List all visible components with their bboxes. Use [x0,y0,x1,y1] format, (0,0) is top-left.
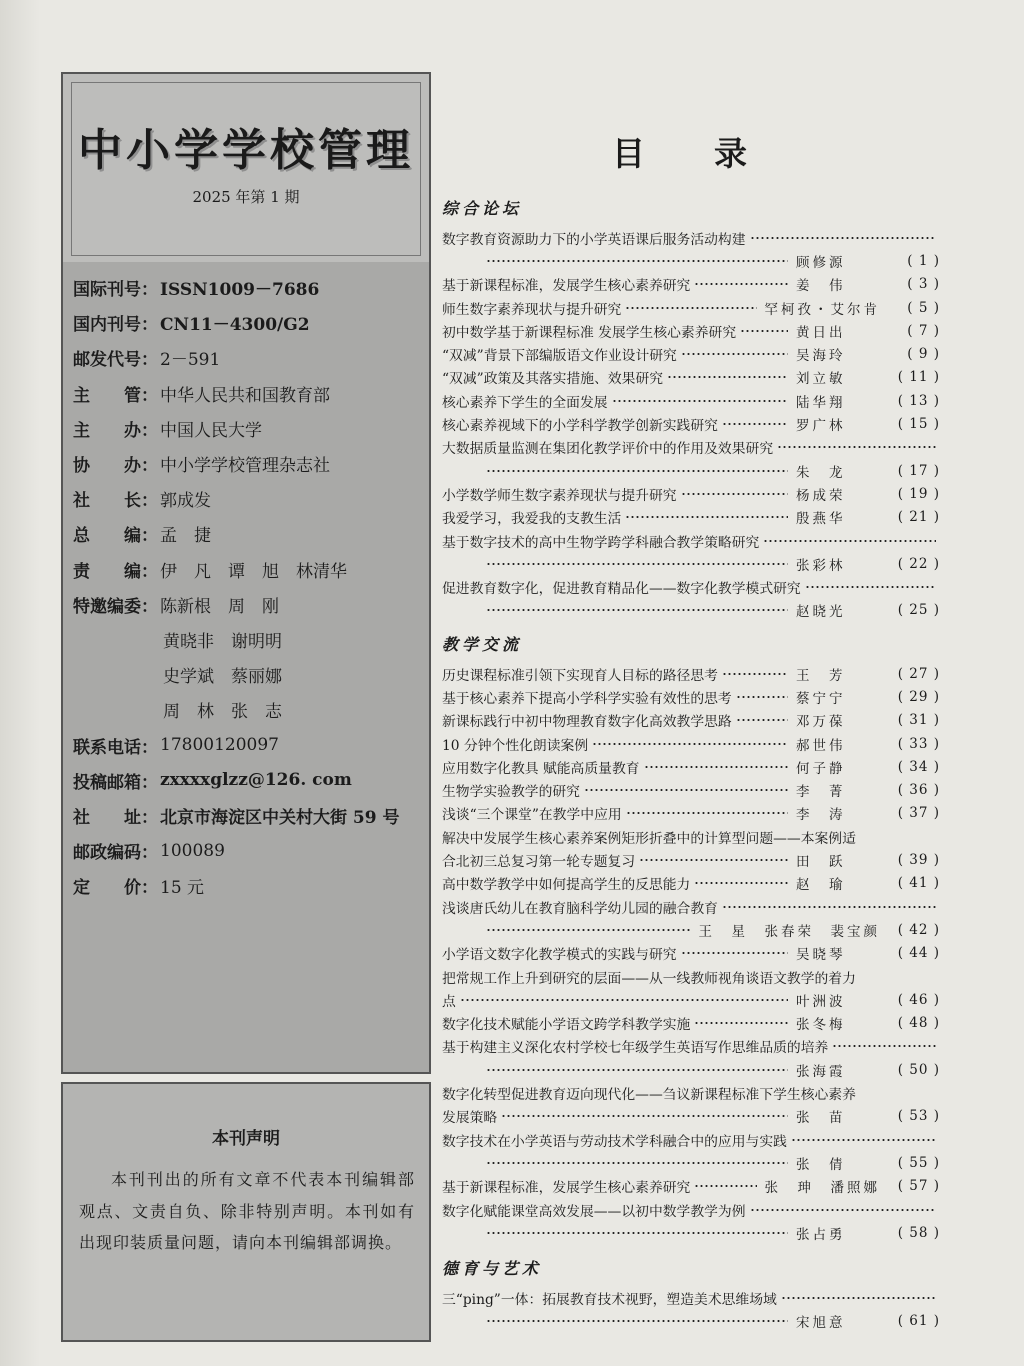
toc-entry-title-cont: 点 [442,993,456,1010]
toc-entry-author: 赵 瑜 [796,877,846,894]
toc-entry-line [442,732,940,755]
toc-entry-page: ( 13 ) [880,393,940,409]
toc-entry-line [442,802,940,825]
toc-entry-author: 顾修源 [796,254,846,271]
toc-entry-author: 王 芳 [796,667,846,684]
toc-entry-line [442,662,940,685]
toc-entry-author: 蔡宁宁 [796,690,846,707]
leader-dots [722,423,788,425]
info-label: 定 价： [73,878,158,899]
toc-entry-page: ( 41 ) [880,875,940,891]
publication-info-panel [61,262,431,1074]
notice-title: 本刊声明 [212,1129,280,1149]
toc-entry-author: 吴晓琴 [796,947,846,964]
toc-entry-line [442,249,940,272]
info-row [73,552,423,587]
leader-dots [486,260,788,262]
toc-entry[interactable] [442,895,940,942]
toc-entry-title-cont: 发展策略 [442,1110,498,1127]
info-value: 17800120097 [160,735,279,756]
toc-entry[interactable] [442,1081,940,1128]
info-value: 中国人民大学 [160,420,262,441]
toc-entry[interactable] [442,319,940,342]
toc-entry-author: 姜 伟 [796,278,846,295]
toc-entry-page: ( 61 ) [880,1313,940,1329]
toc-entry[interactable] [442,296,940,319]
toc-entry-line [442,506,940,529]
toc-entry-author: 杨成荣 [796,487,846,504]
info-row [73,868,423,903]
toc-entry-title-cont: 合北初三总复习第一轮专题复习 [442,854,636,871]
toc-entry-title: 初中数学基于新课程标准 发展学生核心素养研究 [442,324,737,341]
toc-entry-title: “双减”政策及其落实措施、效果研究 [442,371,664,388]
leader-dots [486,609,788,611]
toc-entry[interactable] [442,1198,940,1245]
info-value: 北京市海淀区中关村大街 59 号 [160,807,400,828]
toc-entry-page: ( 1 ) [880,253,940,269]
toc-entry-author: 吴海玲 [796,348,846,365]
leader-dots [777,446,936,448]
leader-dots [626,812,788,814]
leader-dots [625,307,756,309]
leader-dots [694,882,788,884]
toc-entry-title: 基于数字技术的高中生物学跨学科融合教学策略研究 [442,534,760,551]
info-row [73,727,423,762]
toc-entry-title: 应用数字化教具 赋能高质量教育 [442,760,640,777]
toc-entry-title: “双减”背景下部编版语文作业设计研究 [442,348,677,365]
toc-entry-page: ( 7 ) [880,323,940,339]
toc-entry-page: ( 53 ) [880,1108,940,1124]
toc-entry-title: 数字化转型促进教育迈向现代化——刍议新课程标准下学生核心素养 [442,1087,856,1104]
info-label: 邮发代号： [73,350,158,371]
info-row [73,305,423,340]
toc-entry-page: ( 55 ) [880,1155,940,1171]
leader-dots [625,516,788,518]
info-row [73,411,423,446]
info-label: 主 管： [73,385,158,406]
toc-entry-line [442,825,940,848]
info-label: 总 编： [73,526,158,547]
toc-entry-line [442,895,940,918]
info-value: 郭成发 [160,491,211,512]
toc-entry[interactable] [442,825,940,872]
toc-entry-page: ( 31 ) [880,712,940,728]
leader-dots [694,283,788,285]
toc-entry-line [442,529,940,552]
leader-dots [694,1022,788,1024]
toc-entry[interactable] [442,529,940,576]
leader-dots [681,952,788,954]
toc-entry-author: 朱 龙 [796,464,846,481]
toc-entry[interactable] [442,575,940,622]
leader-dots [832,1045,936,1047]
toc-entry-title: 浅谈“三个课堂”在教学中应用 [442,807,622,824]
info-value: 2－591 [160,350,221,371]
toc-entry-title: 师生数字素养现状与提升研究 [442,301,622,318]
toc-entry-author: 何子静 [796,760,846,777]
info-row [73,270,423,305]
toc-entry-line [442,1105,940,1128]
toc-entry-page: ( 15 ) [880,416,940,432]
toc-entry-title: 数字化赋能课堂高效发展——以初中数学教学为例 [442,1203,746,1220]
toc-entry-page: ( 21 ) [880,509,940,525]
leader-dots [486,1162,788,1164]
toc-entry[interactable] [442,709,940,732]
toc-entry[interactable] [442,389,940,412]
toc-entry[interactable] [442,366,940,389]
toc-entry-author: 张占勇 [796,1226,846,1243]
toc-entry[interactable] [442,1128,940,1175]
toc-entry-author: 张冬梅 [796,1017,846,1034]
toc-entry-page: ( 33 ) [880,736,940,752]
leader-dots [681,493,788,495]
toc-entry[interactable] [442,755,940,778]
toc-entry-line [442,685,940,708]
toc-entry[interactable] [442,482,940,505]
toc-entry-line [442,1310,940,1333]
notice-body: 本刊刊出的所有文章不代表本刊编辑部观点、文责自负、除非特别声明。本刊如有出现印装质量问题，请向本刊编辑部调换。 [79,1170,415,1252]
toc-entry-title: 解决中发展学生核心素养案例矩形折叠中的计算型问题——本案例适 [442,830,856,847]
leader-dots [763,540,936,542]
leader-dots [791,1139,936,1141]
toc-entry[interactable] [442,342,940,365]
info-label: 责 编： [73,561,158,582]
leader-dots [740,330,788,332]
toc-entry-line [442,848,940,871]
toc-entry[interactable] [442,506,940,529]
leader-dots [722,673,788,675]
toc-entry-title: 我爱学习，我爱我的支教生活 [442,511,622,528]
toc-entry-author: 张彩林 [796,557,846,574]
toc-entry-author: 张 苗 [796,1110,846,1127]
toc-entry[interactable] [442,965,940,1012]
toc-entry-line [442,389,940,412]
info-value: 伊 凡 谭 旭 林清华 [160,561,347,582]
toc-entry-line [442,575,940,598]
info-label: 国内刊号： [73,315,158,336]
toc-entry-author: 田 跃 [796,854,846,871]
toc-entry-page: ( 37 ) [880,805,940,821]
leader-dots [805,586,936,588]
leader-dots [644,766,788,768]
leader-dots [486,1232,788,1234]
toc-entry-author: 罕柯孜・艾尔肯 [764,301,880,318]
toc-entry-title: 基于核心素养下提高小学科学实验有效性的思考 [442,690,732,707]
toc-entry-page: ( 48 ) [880,1015,940,1031]
toc-entry-author: 李 菁 [796,784,846,801]
info-label: 国际刊号： [73,280,158,301]
journal-title: 中小学学校管理 [78,125,414,176]
toc-entry-title: 大数据质量监测在集团化教学评价中的作用及效果研究 [442,441,774,458]
leader-dots [486,1320,788,1322]
leader-dots [584,789,788,791]
toc-entry-line [442,366,940,389]
info-row [73,516,423,551]
info-value: 中华人民共和国教育部 [160,385,330,406]
toc-entry-title: 高中数学教学中如何提高学生的反思能力 [442,877,691,894]
toc-entry-line [442,988,940,1011]
toc-entry-line [442,482,940,505]
issue-label: 2025 年第 1 期 [192,188,300,206]
toc-entry-author: 张 倩 [796,1156,846,1173]
leader-dots [667,376,788,378]
leader-dots [486,929,691,931]
toc-entry-line [442,965,940,988]
page-edge [0,0,40,1366]
toc-entry[interactable] [442,1012,940,1035]
toc-entry-page: ( 34 ) [880,759,940,775]
leader-dots [722,906,936,908]
info-row [73,587,423,622]
toc-entry-line [442,1175,940,1198]
toc-entry-page: ( 19 ) [880,486,940,502]
toc-entry-line [442,755,940,778]
info-value: ISSN1009－7686 [160,280,320,301]
toc-entry-line [442,599,940,622]
table-of-contents [442,192,940,1333]
info-label: 社 长： [73,491,158,512]
toc-entry-title: 把常规工作上升到研究的层面——从一线教师视角谈语文教学的着力 [442,970,856,987]
info-value: 15 元 [160,878,205,899]
info-value: zxxxxglzz@126. com [160,770,352,791]
leader-dots [781,1297,936,1299]
info-value: 陈新根 周 刚 [160,596,279,617]
info-row [73,798,423,833]
toc-entry-line [442,779,940,802]
info-row [73,763,423,798]
toc-entry-author: 张海霞 [796,1063,846,1080]
toc-entry-page: ( 39 ) [880,852,940,868]
toc-entry-page: ( 17 ) [880,463,940,479]
leader-dots [736,719,788,721]
toc-entry-page: ( 44 ) [880,945,940,961]
toc-entry-title: 核心素养视域下的小学科学教学创新实践研究 [442,418,718,435]
leader-dots [460,999,788,1001]
toc-entry-line [442,1035,940,1058]
toc-entry-author: 罗广林 [796,418,846,435]
toc-entry-page: ( 46 ) [880,992,940,1008]
toc-entry-line [442,1221,940,1244]
toc-entry-page: ( 5 ) [880,300,940,316]
info-label: 社 址： [73,807,158,828]
info-label: 协 办： [73,456,158,477]
toc-entry-line [442,226,940,249]
toc-entry-title: 基于新课程标准，发展学生核心素养研究 [442,278,691,295]
toc-section-heading: 德育与艺术 [442,1259,543,1279]
leader-dots [592,743,788,745]
toc-entry-title: 历史课程标准引领下实现育人目标的路径思考 [442,667,718,684]
toc-entry-page: ( 50 ) [880,1062,940,1078]
toc-entry-line [442,872,940,895]
toc-entry[interactable] [442,436,940,483]
info-value: 100089 [160,840,225,861]
toc-entry-author: 邓万葆 [796,714,846,731]
toc-entry-page: ( 11 ) [880,369,940,385]
toc-entry[interactable] [442,662,940,685]
toc-entry-line [442,319,940,342]
toc-entry-title: 小学数学师生数字素养现状与提升研究 [442,487,677,504]
toc-entry[interactable] [442,412,940,435]
info-label: 特邀编委： [73,596,158,617]
toc-entry-title: 浅谈唐氏幼儿在教育脑科学幼儿园的融合教育 [442,900,718,917]
toc-entry-line [442,918,940,941]
toc-entry-page: ( 29 ) [880,689,940,705]
toc-entry-author: 郝世伟 [796,737,846,754]
toc-entry-page: ( 42 ) [880,922,940,938]
info-label: 联系电话： [73,737,158,758]
leader-dots [486,1069,788,1071]
toc-entry-author: 刘立敏 [796,371,846,388]
toc-entry-title: 三“ping”一体：拓展教育技术视野，塑造美术思维场域 [442,1292,777,1309]
toc-entry-line [442,296,940,319]
toc-entry-title: 新课标践行中初中物理教育数字化高效教学思路 [442,714,732,731]
toc-entry-title: 数字化技术赋能小学语文跨学科教学实施 [442,1017,691,1034]
toc-entry-line [442,436,940,459]
info-row [73,657,423,692]
info-label: 主 办： [73,420,158,441]
info-label: 邮政编码： [73,843,158,864]
toc-entry[interactable] [442,1035,940,1082]
toc-entry-line [442,1286,940,1309]
leader-dots [612,400,788,402]
toc-entry-page: ( 58 ) [880,1225,940,1241]
toc-entry-line [442,1081,940,1104]
toc-entry[interactable] [442,1175,940,1198]
leader-dots [639,859,788,861]
toc-entry-line [442,1151,940,1174]
info-row [73,446,423,481]
info-value: 中小学学校管理杂志社 [160,456,330,477]
toc-entry-title: 数字教育资源助力下的小学英语课后服务活动构建 [442,231,746,248]
toc-entry[interactable] [442,732,940,755]
toc-entry-author: 殷燕华 [796,511,846,528]
toc-entry[interactable] [442,273,940,296]
toc-entry-author: 陆华翔 [796,394,846,411]
toc-entry-title: 基于新课程标准，发展学生核心素养研究 [442,1180,691,1197]
toc-entry[interactable] [442,779,940,802]
toc-entry-title: 小学语文数字化教学模式的实践与研究 [442,947,677,964]
toc-entry[interactable] [442,942,940,965]
toc-entry[interactable] [442,802,940,825]
toc-entry[interactable] [442,685,940,708]
toc-entry-line [442,273,940,296]
leader-dots [486,470,788,472]
toc-entry-title: 核心素养下学生的全面发展 [442,394,608,411]
toc-entry-line [442,1128,940,1151]
toc-entry-author: 黄日出 [796,324,846,341]
leader-dots [750,1209,936,1211]
masthead-column [61,72,429,1338]
toc-entry-author: 李 涛 [796,807,846,824]
toc-entry-author: 宋旭意 [796,1315,846,1332]
toc-entry-title: 10 分钟个性化朗读案例 [442,737,589,754]
toc-entry-page: ( 25 ) [880,602,940,618]
toc-entry-page: ( 27 ) [880,666,940,682]
toc-entry-page: ( 36 ) [880,782,940,798]
toc-entry-line [442,459,940,482]
leader-dots [486,563,788,565]
toc-entry-author: 叶洲波 [796,993,846,1010]
info-value: 史学斌 蔡丽娜 [163,667,282,688]
info-value: 周 林 张 志 [163,702,282,723]
toc-section-heading: 教学交流 [442,635,523,655]
toc-entry[interactable] [442,226,940,273]
leader-dots [750,237,936,239]
info-value: 黄晓非 谢明明 [163,631,282,652]
toc-entry-author: 张 珅 潘照娜 [764,1180,880,1197]
toc-entry-line [442,1058,940,1081]
info-row [73,340,423,375]
toc-header: 目 录 [612,134,765,173]
toc-entry-title: 促进教育数字化，促进教育精品化——数字化教学模式研究 [442,581,801,598]
toc-entry-author: 王 星 张春荣 裴宝颜 [698,923,880,940]
toc-entry-title: 生物学实验教学的研究 [442,784,580,801]
leader-dots [736,696,788,698]
info-row [73,481,423,516]
toc-entry-page: ( 3 ) [880,276,940,292]
toc-entry-page: ( 22 ) [880,556,940,572]
leader-dots [694,1185,756,1187]
toc-entry-title: 基于构建主义深化农村学校七年级学生英语写作思维品质的培养 [442,1040,829,1057]
masthead-box [61,72,431,266]
toc-entry-author: 赵晓光 [796,604,846,621]
toc-entry-line [442,552,940,575]
leader-dots [501,1115,788,1117]
toc-entry-line [442,412,940,435]
toc-entry-page: ( 9 ) [880,346,940,362]
toc-entry-line [442,709,940,732]
publication-info-list [73,270,423,903]
info-row [73,622,423,657]
info-value: 孟 捷 [160,526,211,547]
toc-entry[interactable] [442,872,940,895]
toc-section-heading: 综合论坛 [442,199,523,218]
toc-entry-line [442,1198,940,1221]
toc-entry-line [442,1012,940,1035]
toc-entry[interactable] [442,1286,940,1333]
toc-entry-line [442,342,940,365]
info-row [73,692,423,727]
toc-entry-page: ( 57 ) [880,1178,940,1194]
toc-entry-line [442,942,940,965]
info-value: CN11－4300/G2 [160,315,310,336]
toc-entry-title: 数字技术在小学英语与劳动技术学科融合中的应用与实践 [442,1133,787,1150]
info-row [73,833,423,868]
notice-box [61,1082,431,1342]
info-row [73,376,423,411]
info-label: 投稿邮箱： [73,772,158,793]
leader-dots [681,353,788,355]
